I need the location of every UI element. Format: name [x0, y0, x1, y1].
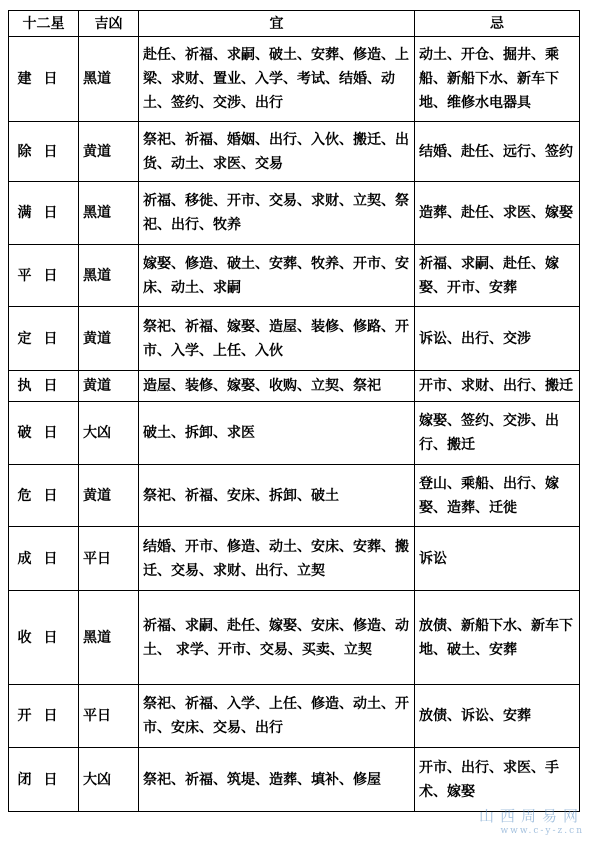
- yi-cell: 结婚、开市、修造、动土、安床、安葬、搬迁、交易、求财、出行、立契: [139, 527, 415, 591]
- ji-cell: 开市、出行、求医、手术、嫁娶: [415, 748, 580, 812]
- yi-cell: 破土、拆卸、求医: [139, 402, 415, 465]
- luck-cell: 黑道: [79, 245, 139, 307]
- luck-cell: 黄道: [79, 465, 139, 527]
- star-cell: 平日: [9, 245, 79, 307]
- ji-cell: 放债、诉讼、安葬: [415, 685, 580, 748]
- ji-cell: 登山、乘船、出行、嫁娶、造葬、迁徙: [415, 465, 580, 527]
- watermark-url: www.c-y-z.cn: [500, 826, 584, 836]
- star-cell: 满日: [9, 182, 79, 245]
- yi-cell: 祈福、移徙、开市、交易、求财、立契、祭祀、出行、牧养: [139, 182, 415, 245]
- luck-cell: 平日: [79, 685, 139, 748]
- table-row: [9, 591, 580, 685]
- table-row: [9, 527, 580, 591]
- header-row: [9, 11, 580, 37]
- ji-cell: 祈福、求嗣、赴任、嫁娶、开市、安葬: [415, 245, 580, 307]
- yi-cell: 嫁娶、修造、破土、安葬、牧养、开市、安床、动土、求嗣: [139, 245, 415, 307]
- watermark-title: 山西周易网: [478, 807, 584, 825]
- yi-cell: 祭祀、祈福、安床、拆卸、破土: [139, 465, 415, 527]
- header-ji: 忌: [415, 11, 580, 37]
- table-row: [9, 748, 580, 812]
- yi-cell: 祭祀、祈福、婚姻、出行、入伙、搬迁、出货、动土、求医、交易: [139, 122, 415, 182]
- yi-cell: 祭祀、祈福、嫁娶、造屋、装修、修路、开市、入学、上任、入伙: [139, 307, 415, 371]
- yi-cell: 祈福、求嗣、赴任、嫁娶、安床、修造、动土、 求学、开市、交易、买卖、立契: [139, 591, 415, 685]
- table-row: [9, 685, 580, 748]
- star-cell: 闭日: [9, 748, 79, 812]
- ji-cell: 开市、求财、出行、搬迁: [415, 371, 580, 402]
- yi-cell: 祭祀、祈福、入学、上任、修造、动土、开市、安床、交易、出行: [139, 685, 415, 748]
- table-row: [9, 245, 580, 307]
- star-cell: 除日: [9, 122, 79, 182]
- ji-cell: 诉讼、出行、交涉: [415, 307, 580, 371]
- star-cell: 开日: [9, 685, 79, 748]
- ji-cell: 动土、开仓、掘井、乘船、新船下水、新车下地、维修水电器具: [415, 37, 580, 122]
- yi-cell: 赴任、祈福、求嗣、破土、安葬、修造、上梁、求财、置业、入学、考试、结婚、动土、签约、交涉、出行: [139, 37, 415, 122]
- luck-cell: 黑道: [79, 182, 139, 245]
- yi-cell: 祭祀、祈福、筑堤、造葬、填补、修屋: [139, 748, 415, 812]
- yi-cell: 造屋、装修、嫁娶、收购、立契、祭祀: [139, 371, 415, 402]
- table-row: [9, 37, 580, 122]
- table-row: [9, 402, 580, 465]
- ji-cell: 造葬、赴任、求医、嫁娶: [415, 182, 580, 245]
- table-row: [9, 465, 580, 527]
- table-row: [9, 122, 580, 182]
- ji-cell: 放债、新船下水、新车下地、破土、安葬: [415, 591, 580, 685]
- table-row: [9, 182, 580, 245]
- header-yi: 宜: [139, 11, 415, 37]
- luck-cell: 黄道: [79, 122, 139, 182]
- star-cell: 危日: [9, 465, 79, 527]
- ji-cell: 结婚、赴任、远行、签约: [415, 122, 580, 182]
- luck-cell: 黄道: [79, 307, 139, 371]
- star-cell: 收日: [9, 591, 79, 685]
- table-row: [9, 371, 580, 402]
- luck-cell: 大凶: [79, 748, 139, 812]
- star-cell: 执日: [9, 371, 79, 402]
- luck-cell: 平日: [79, 527, 139, 591]
- ji-cell: 诉讼: [415, 527, 580, 591]
- header-star: 十二星: [9, 11, 79, 37]
- star-cell: 定日: [9, 307, 79, 371]
- luck-cell: 黑道: [79, 37, 139, 122]
- luck-cell: 黑道: [79, 591, 139, 685]
- star-cell: 成日: [9, 527, 79, 591]
- site-watermark: [479, 805, 584, 836]
- almanac-sheet: [8, 10, 579, 812]
- table-row: [9, 307, 580, 371]
- luck-cell: 大凶: [79, 402, 139, 465]
- ji-cell: 嫁娶、签约、交涉、出行、搬迁: [415, 402, 580, 465]
- twelve-stars-table: [8, 10, 580, 812]
- star-cell: 破日: [9, 402, 79, 465]
- luck-cell: 黄道: [79, 371, 139, 402]
- star-cell: 建日: [9, 37, 79, 122]
- header-luck: 吉凶: [79, 11, 139, 37]
